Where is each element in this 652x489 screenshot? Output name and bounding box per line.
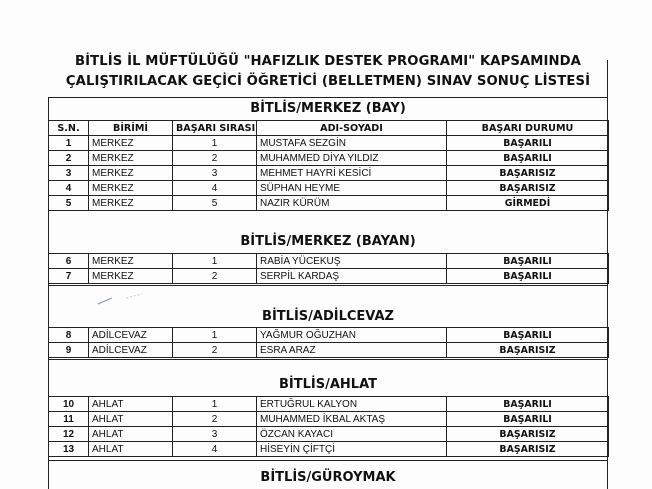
table-row: [49, 269, 609, 284]
table-row: [49, 328, 609, 343]
table-row: [49, 151, 609, 166]
cell-status: BAŞARISIZ: [447, 442, 609, 457]
cell-sn: 13: [49, 442, 89, 457]
header-status: BAŞARI DURUMU: [447, 121, 609, 136]
cell-sn: 9: [49, 343, 89, 358]
cell-birim: MERKEZ: [89, 196, 173, 211]
title-line-1: BİTLİS İL MÜFTÜLÜĞÜ "HAFIZLIK DESTEK PROGRAMI" KAPSAMINDA: [75, 54, 581, 69]
table-row: [49, 343, 609, 358]
title-line-2: ÇALIŞTIRILACAK GEÇİCİ ÖĞRETİCİ (BELLETMEN) SINAV SONUÇ LİSTESİ: [65, 74, 591, 89]
cell-rank: 1: [173, 136, 257, 151]
cell-birim: MERKEZ: [89, 181, 173, 196]
cell-sn: 7: [49, 269, 89, 284]
section-title-guroymak: BİTLİS/GÜROYMAK: [260, 470, 396, 485]
cell-birim: AHLAT: [89, 442, 173, 457]
section-divider: [48, 359, 608, 360]
cell-status: BAŞARILI: [447, 151, 609, 166]
table-row: [49, 136, 609, 151]
cell-sn: 1: [49, 136, 89, 151]
section-title-adilcevaz: BİTLİS/ADİLCEVAZ: [262, 309, 394, 324]
section-divider: [48, 285, 608, 286]
results-table-merkez-bay: [48, 120, 609, 211]
cell-rank: 5: [173, 196, 257, 211]
cell-sn: 4: [49, 181, 89, 196]
cell-rank: 1: [173, 254, 257, 269]
table-row: [49, 181, 609, 196]
header-sn: S.N.: [49, 121, 89, 136]
cell-status: BAŞARISIZ: [447, 427, 609, 442]
results-table-ahlat: [48, 396, 609, 457]
results-table-merkez-bayan: [48, 253, 609, 284]
cell-sn: 8: [49, 328, 89, 343]
header-birim: BİRİMİ: [89, 121, 173, 136]
cell-birim: MERKEZ: [89, 269, 173, 284]
cell-rank: 1: [173, 328, 257, 343]
results-table-adilcevaz: [48, 327, 609, 358]
cell-status: BAŞARISIZ: [447, 181, 609, 196]
title-underline: [48, 97, 608, 98]
cell-rank: 2: [173, 412, 257, 427]
cell-name: SERPİL KARDAŞ: [257, 269, 447, 284]
cell-rank: 4: [173, 181, 257, 196]
cell-status: BAŞARILI: [447, 412, 609, 427]
cell-status: BAŞARILI: [447, 328, 609, 343]
section-title-merkez-bay: BİTLİS/MERKEZ (BAY): [250, 101, 406, 116]
table-row: [49, 254, 609, 269]
cell-status: BAŞARISIZ: [447, 166, 609, 181]
cell-status: BAŞARILI: [447, 397, 609, 412]
cell-rank: 1: [173, 397, 257, 412]
header-name: ADI-SOYADI: [257, 121, 447, 136]
cell-birim: MERKEZ: [89, 136, 173, 151]
cell-status: GİRMEDİ: [447, 196, 609, 211]
cell-status: BAŞARISIZ: [447, 343, 609, 358]
cell-status: BAŞARILI: [447, 136, 609, 151]
section-title-ahlat: BİTLİS/AHLAT: [279, 377, 377, 392]
table-row: [49, 442, 609, 457]
cell-name: ESRA ARAZ: [257, 343, 447, 358]
cell-name: SÜPHAN HEYME: [257, 181, 447, 196]
cell-name: RABİA YÜCEKUŞ: [257, 254, 447, 269]
cell-birim: AHLAT: [89, 397, 173, 412]
cell-birim: MERKEZ: [89, 254, 173, 269]
cell-name: YAĞMUR OĞUZHAN: [257, 328, 447, 343]
cell-name: MUHAMMED DİYA YILDIZ: [257, 151, 447, 166]
pen-mark-icon: [96, 292, 146, 306]
cell-sn: 5: [49, 196, 89, 211]
cell-rank: 3: [173, 166, 257, 181]
table-row: [49, 196, 609, 211]
table-row: [49, 166, 609, 181]
section-title-merkez-bayan: BİTLİS/MERKEZ (BAYAN): [240, 234, 416, 249]
cell-sn: 3: [49, 166, 89, 181]
cell-birim: ADİLCEVAZ: [89, 343, 173, 358]
cell-sn: 10: [49, 397, 89, 412]
cell-birim: AHLAT: [89, 427, 173, 442]
cell-name: MEHMET HAYRİ KESİCİ: [257, 166, 447, 181]
cell-rank: 2: [173, 151, 257, 166]
cell-name: NAZIR KÜRÜM: [257, 196, 447, 211]
table-header-row: [49, 121, 609, 136]
cell-rank: 2: [173, 343, 257, 358]
cell-birim: MERKEZ: [89, 151, 173, 166]
cell-birim: AHLAT: [89, 412, 173, 427]
cell-status: BAŞARILI: [447, 254, 609, 269]
cell-rank: 4: [173, 442, 257, 457]
cell-sn: 11: [49, 412, 89, 427]
header-rank: BAŞARI SIRASI: [173, 121, 257, 136]
table-row: [49, 412, 609, 427]
cell-status: BAŞARILI: [447, 269, 609, 284]
cell-name: ÖZCAN KAYACI: [257, 427, 447, 442]
cell-name: MUHAMMED İKBAL AKTAŞ: [257, 412, 447, 427]
cell-name: HİSEYİN ÇİFTÇİ: [257, 442, 447, 457]
table-row: [49, 427, 609, 442]
document-title: [48, 52, 608, 92]
cell-rank: 3: [173, 427, 257, 442]
cell-birim: MERKEZ: [89, 166, 173, 181]
cell-rank: 2: [173, 269, 257, 284]
table-row: [49, 397, 609, 412]
cell-sn: 12: [49, 427, 89, 442]
section-divider: [48, 460, 608, 461]
cell-name: ERTUĞRUL KALYON: [257, 397, 447, 412]
cell-sn: 6: [49, 254, 89, 269]
cell-sn: 2: [49, 151, 89, 166]
cell-birim: ADİLCEVAZ: [89, 328, 173, 343]
cell-name: MUSTAFA SEZGİN: [257, 136, 447, 151]
